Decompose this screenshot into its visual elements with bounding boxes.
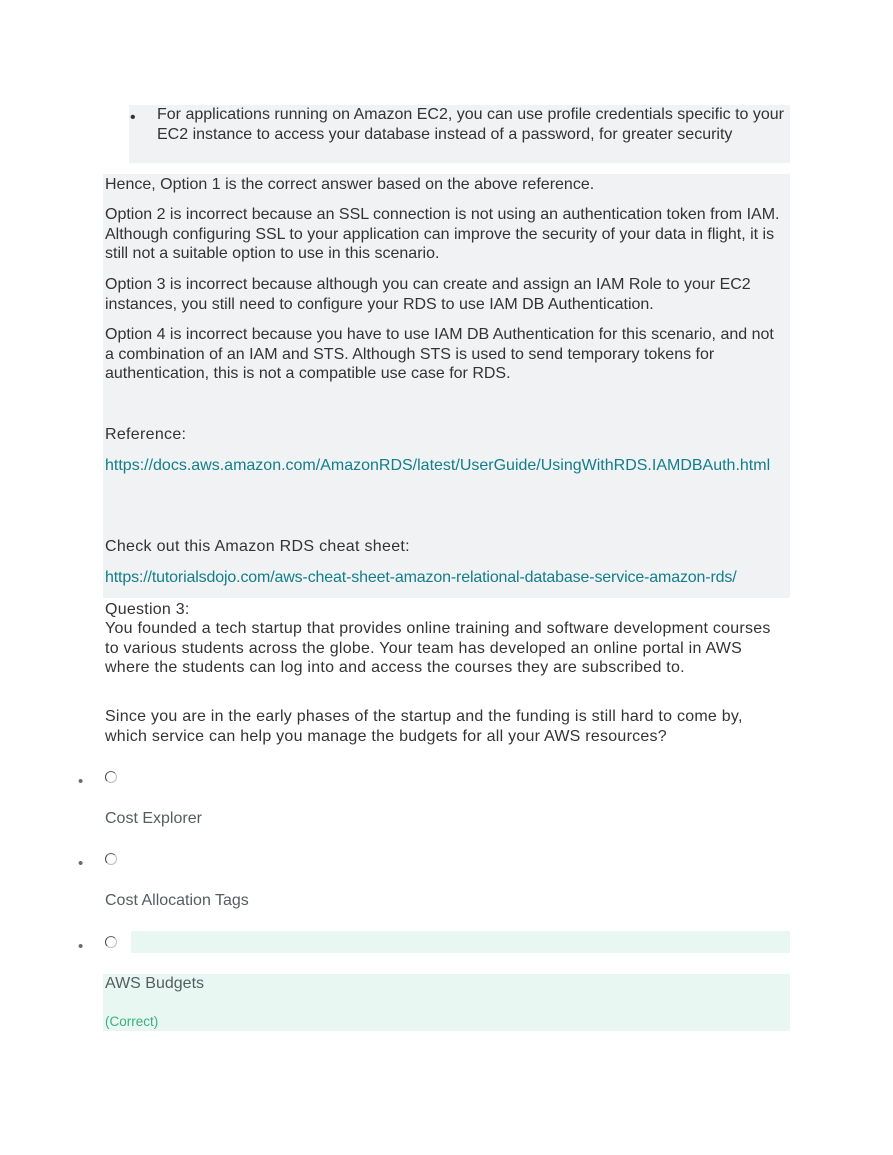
bullet-marker: •	[130, 109, 136, 126]
question-number: Question 3:	[105, 601, 190, 618]
explanation-bullet-text: For applications running on Amazon EC2, you can use profile credentials specific to your EC2 instance to access your database instead of a password, for greater security	[157, 106, 785, 143]
option-bullet: •	[78, 855, 84, 872]
cheatsheet-label: Check out this Amazon RDS cheat sheet:	[105, 538, 410, 555]
correct-option-highlight	[131, 931, 790, 953]
option-bullet: •	[78, 773, 84, 790]
explanation-conclusion: Hence, Option 1 is the correct answer based on the above reference.	[105, 176, 595, 193]
option-bullet: •	[78, 938, 84, 955]
cheatsheet-link[interactable]: https://tutorialsdojo.com/aws-cheat-sheet-amazon-relational-database-service-amazon-rds/	[105, 569, 737, 586]
correct-option-highlight	[103, 974, 790, 1031]
option-radio-cost-explorer[interactable]	[105, 771, 117, 783]
explanation-option2: Option 2 is incorrect because an SSL connection is not using an authentication token from IAM. Although configuring SSL to your application can improve the security of your data in flight, it is still not a suitable option to use in this scenario.	[105, 206, 780, 262]
question-prompt: Since you are in the early phases of the startup and the funding is still hard to come by, which service can help you manage the budgets for all your AWS resources?	[105, 708, 743, 745]
explanation-option4: Option 4 is incorrect because you have to use IAM DB Authentication for this scenario, and not a combination of an IAM and STS. Although STS is used to send temporary tokens for authentication, this is not a compatible use case for RDS.	[105, 326, 774, 382]
reference-link[interactable]: https://docs.aws.amazon.com/AmazonRDS/latest/UserGuide/UsingWithRDS.IAMDBAuth.html	[105, 457, 771, 474]
option-radio-cost-allocation-tags[interactable]	[105, 853, 117, 865]
question-body: You founded a tech startup that provides online training and software development courses to various students across the globe. Your team has developed an online portal in AWS where the students can log into and access the courses they are subscribed to.	[105, 620, 771, 676]
option-label-cost-explorer[interactable]: Cost Explorer	[105, 810, 202, 827]
reference-label: Reference:	[105, 426, 187, 443]
option-radio-aws-budgets[interactable]	[105, 936, 117, 948]
option-label-aws-budgets[interactable]: AWS Budgets	[105, 975, 205, 992]
correct-badge: (Correct)	[105, 1014, 159, 1029]
option-label-cost-allocation-tags[interactable]: Cost Allocation Tags	[105, 892, 249, 909]
explanation-option3: Option 3 is incorrect because although you can create and assign an IAM Role to your EC2 instances, you still need to configure your RDS to use IAM DB Authentication.	[105, 276, 751, 313]
